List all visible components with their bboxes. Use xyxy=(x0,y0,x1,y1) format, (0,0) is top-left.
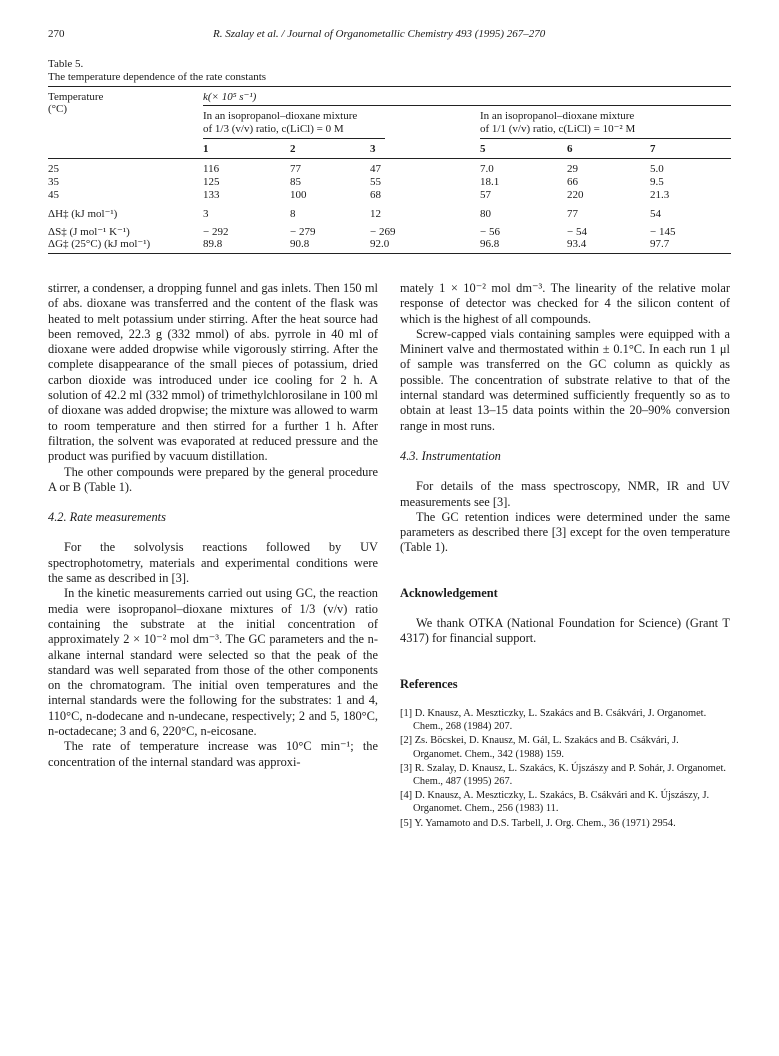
table-top-rule xyxy=(48,86,731,87)
right-column xyxy=(400,281,730,831)
table-cell: 55 xyxy=(370,176,381,188)
paragraph: mately 1 × 10⁻² mol dm⁻³. The linearity of the relative molar response of detector was checked for 4 the silicon content of which is the highest of all compounds. xyxy=(400,281,730,326)
table-cell: 116 xyxy=(203,163,220,175)
group1-label-line2: of 1/3 (v/v) ratio, c(LiCl) = 0 M xyxy=(203,123,344,135)
table-cell: 90.8 xyxy=(290,238,310,250)
table-cell: 93.4 xyxy=(567,238,587,250)
section-heading: 4.3. Instrumentation xyxy=(400,448,501,463)
table-cell: − 54 xyxy=(567,226,587,238)
paragraph: In the kinetic measurements carried out using GC, the reaction media were isopropanol–dioxane mixtures of 1/3 (v/v) ratio containing the substrate at the initial concentration of approximately 2 × 10⁻² mol dm⁻³. The GC parameters and the n-alkane internal standard were selected so that the peak of the standard was well separated from those of the other components on the chromatogram. The initial oven temperatures and the internal standards were the following for the substrates: 1 and 4, 110°C, n-dodecane and n-undecane, respectively; 2 and 5, 180°C, n-octadecane; 3 and 6, 220°C, n-eicosane. xyxy=(48,586,378,739)
row-label: ΔH‡ (kJ mol⁻¹) xyxy=(48,208,118,220)
running-title: R. Szalay et al. / Journal of Organometallic Chemistry 493 (1995) 267–270 xyxy=(213,28,546,40)
table-cell: 66 xyxy=(567,176,578,188)
reference-item: [3] R. Szalay, D. Knausz, L. Szakács, K. Újszászy and P. Sohár, J. Organomet. Chem., 487 (1995) 267. xyxy=(400,762,726,787)
reference-item: [2] Zs. Böcskei, D. Knausz, M. Gál, L. Szakács and B. Csákvári, J. Organomet. Chem., 342 (1988) 159. xyxy=(400,735,679,760)
group1-label-line1: In an isopropanol–dioxane mixture xyxy=(203,110,358,122)
table-cell: 8 xyxy=(290,208,296,220)
reference-item: [4] D. Knausz, A. Meszticzky, L. Szakács, B. Csákvári and K. Újszászy, J. Organomet. Chem., 256 (1983) 11. xyxy=(400,790,710,815)
group2-rule xyxy=(480,138,731,139)
table-cell: 96.8 xyxy=(480,238,500,250)
row-label: 35 xyxy=(48,176,59,188)
compound-header: 3 xyxy=(370,143,376,155)
table-cell: − 292 xyxy=(203,226,229,238)
group2-label-line1: In an isopropanol–dioxane mixture xyxy=(480,110,635,122)
table-cell: 100 xyxy=(290,189,307,201)
k-header: k(× 10⁵ s⁻¹) xyxy=(203,91,257,103)
row-label: 25 xyxy=(48,163,59,175)
reference-item: [1] D. Knausz, A. Meszticzky, L. Szakács and B. Csákvári, J. Organomet. Chem., 268 (1984) 207. xyxy=(400,707,707,733)
row-label: ΔS‡ (J mol⁻¹ K⁻¹) xyxy=(48,226,130,238)
table-cell: 21.3 xyxy=(650,189,670,201)
table-cell: 68 xyxy=(370,189,381,201)
compound-header: 2 xyxy=(290,143,296,155)
table-cell: 85 xyxy=(290,176,301,188)
paragraph: Screw-capped vials containing samples were equipped with a Mininert valve and thermostated within ± 0.1°C. In each run 1 μl of sample was transferred on the GC column as quickly as possible. The concentration of substrate relative to that of the internal standard was determined sufficiently frequently so as to obtain at least 13–15 data points within the 20–90% conversion range in most runs. xyxy=(400,326,730,433)
paragraph: stirrer, a condenser, a dropping funnel and gas inlets. Then 150 ml of abs. dioxane was transferred and the content of the flask was heated to melt potassium under stirring. After the heat source had been removed, 22.3 g (332 mmol) of abs. pyrrole in 40 ml of dioxane were added dropwise while vigorously stirring. After the complete disappearance of the small pieces of potassium, dried carbon dioxide was introduced under ice cooling for 2 h. A solution of 42.2 ml (332 mmol) of trimethylchlorosilane in 100 ml of dioxane was added dropwise; the mixture was allowed to warm to room temperature and then stirred for a further 1 h. After filtration, the solvent was evaporated at reduced pressure and the product was purified by vacuum distillation. xyxy=(48,281,378,464)
table-cell: 5.0 xyxy=(650,163,664,175)
k-header-rule xyxy=(203,105,731,106)
section-heading: 4.2. Rate measurements xyxy=(48,510,166,525)
table-cell: 125 xyxy=(203,176,220,188)
acknowledgement-text: We thank OTKA (National Foundation for Science) (Grant T 4317) for financial support. xyxy=(400,616,730,646)
table-cell: − 145 xyxy=(650,226,676,238)
table-cell: 12 xyxy=(370,208,381,220)
table-caption-title: The temperature dependence of the rate constants xyxy=(48,71,267,83)
row-label: ΔG‡ (25°C) (kJ mol⁻¹) xyxy=(48,238,151,250)
compound-header: 7 xyxy=(650,143,656,155)
table-caption-label: Table 5. xyxy=(48,58,84,70)
col-temperature-unit: (°C) xyxy=(48,103,68,115)
paragraph: For details of the mass spectroscopy, NMR, IR and UV measurements see [3]. xyxy=(400,479,730,509)
table-cell: 97.7 xyxy=(650,238,670,250)
paragraph: For the solvolysis reactions followed by UV spectrophotometry, materials and experimental conditions were the same as described in [3]. xyxy=(48,540,378,586)
table-cell: 3 xyxy=(203,208,209,220)
page-number: 270 xyxy=(48,28,65,40)
table-cell: 54 xyxy=(650,208,661,220)
acknowledgement-heading: Acknowledgement xyxy=(400,585,498,600)
table-cell: 220 xyxy=(567,189,584,201)
paragraph: The other compounds were prepared by the general procedure A or B (Table 1). xyxy=(48,464,378,494)
reference-list xyxy=(400,707,730,830)
left-column xyxy=(48,281,378,770)
col-temperature-header: Temperature xyxy=(48,91,104,103)
table-cell: 133 xyxy=(203,189,220,201)
table-cell: 89.8 xyxy=(203,238,223,250)
table-cell: − 56 xyxy=(480,226,500,238)
compound-header: 1 xyxy=(203,143,209,155)
row-label: 45 xyxy=(48,189,59,201)
table-cell: 80 xyxy=(480,208,491,220)
table-cell: − 269 xyxy=(370,226,396,238)
table-header-rule xyxy=(48,158,731,159)
paragraph: The GC retention indices were determined under the same parameters as described there [3] except for the oven temperature (Table 1). xyxy=(400,509,730,555)
table-bottom-rule xyxy=(48,253,731,254)
table-cell: 18.1 xyxy=(480,176,500,188)
table-cell: 7.0 xyxy=(480,163,494,175)
table-cell: 57 xyxy=(480,189,491,201)
table-cell: 47 xyxy=(370,163,381,175)
table-cell: 9.5 xyxy=(650,176,664,188)
table-cell: 77 xyxy=(567,208,578,220)
group2-label-line2: of 1/1 (v/v) ratio, c(LiCl) = 10⁻² M xyxy=(480,123,636,135)
compound-header: 5 xyxy=(480,143,486,155)
compound-header: 6 xyxy=(567,143,573,155)
paragraph: The rate of temperature increase was 10°C min⁻¹; the concentration of the internal standard was approxi- xyxy=(48,739,378,769)
table-cell: 92.0 xyxy=(370,238,390,250)
group1-rule xyxy=(203,138,385,139)
table-cell: − 279 xyxy=(290,226,316,238)
table-cell: 77 xyxy=(290,163,301,175)
references-heading: References xyxy=(400,676,458,691)
reference-item: [5] Y. Yamamoto and D.S. Tarbell, J. Org. Chem., 36 (1971) 2954. xyxy=(400,817,676,829)
table-cell: 29 xyxy=(567,163,578,175)
